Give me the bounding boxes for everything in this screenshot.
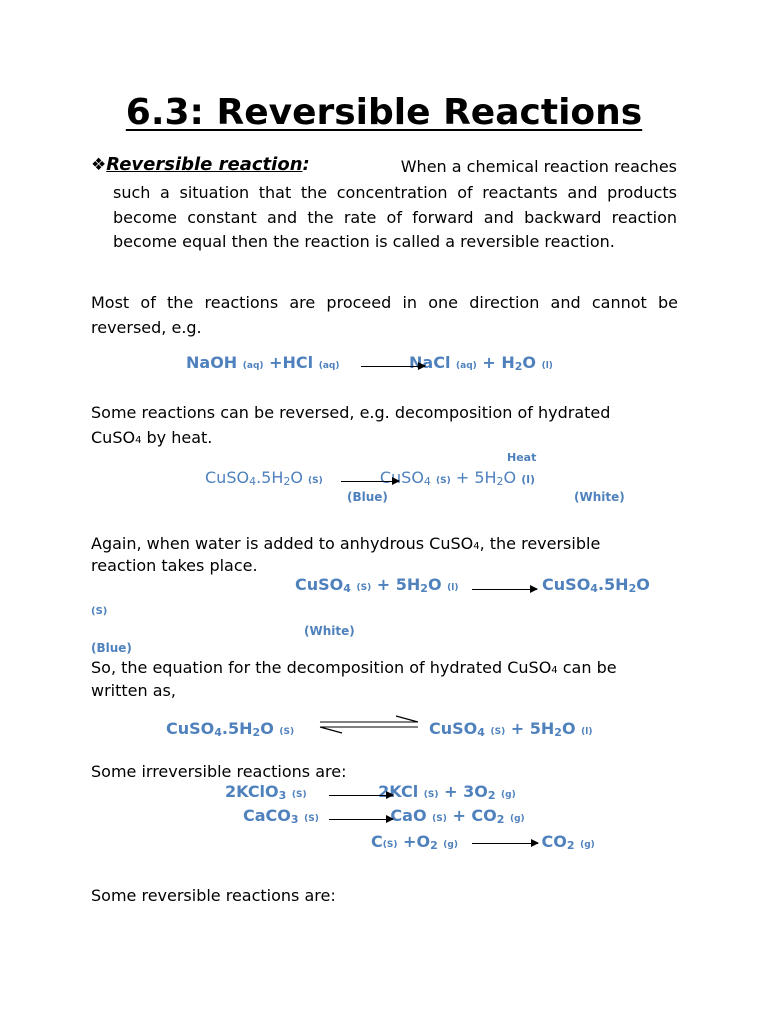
irreversible-intro-paragraph: Most of the reactions are proceed in one direction and cannot be reversed, e.g. [91, 293, 678, 337]
reaction-arrow [472, 843, 538, 844]
state-label-solid: (S) [91, 606, 108, 617]
equation-cuso4-hydration: CuSO4 (S) + 5H2O (l) CuSO4.5H2O [295, 575, 650, 595]
definition-term: Reversible reaction [106, 154, 303, 175]
color-label-white: (White) [304, 624, 355, 638]
page-title: 6.3: Reversible Reactions [125, 92, 643, 133]
irreversible-list-heading: Some irreversible reactions are: [91, 762, 347, 781]
equation-caco3: CaCO3 (S) CaO (S) + CO2 (g) [243, 806, 525, 826]
reaction-arrow [472, 589, 537, 590]
color-label-white: (White) [574, 490, 625, 504]
color-label-blue: (Blue) [91, 641, 132, 655]
definition-line1 [91, 154, 677, 180]
color-label-blue: (Blue) [347, 490, 388, 504]
equation-cuso4-equilibrium-right: CuSO4 (S) + 5H2O (l) [429, 719, 593, 739]
reaction-arrow [361, 366, 425, 367]
so-line1: So, the equation for the decomposition of hydrated CuSO4 can be [91, 658, 617, 677]
equation-kclo3: 2KClO3 (S) 2KCl (S) + 3O2 (g) [225, 782, 516, 802]
again-line2: reaction takes place. [91, 556, 258, 575]
equation-naoh-hcl: NaOH (aq) +HCl (aq) NaCl (aq) + H2O (l) [186, 353, 553, 373]
reaction-arrow [329, 819, 393, 820]
reaction-arrow [329, 795, 393, 796]
equilibrium-arrows-icon [316, 713, 422, 735]
equation-carbon-oxygen: C(S) +O2 (g) CO2 (g) [371, 832, 595, 852]
so-line2: written as, [91, 681, 176, 700]
reversible-intro-line2: CuSO4 by heat. [91, 428, 213, 447]
definition-text: such a situation that the concentration of reactants and products become constant and the rate of forward and backward reaction become equal then the reaction is called a reversible reaction. [113, 183, 677, 251]
reversible-intro-line1: Some reactions can be reversed, e.g. decomposition of hydrated [91, 403, 611, 422]
definition-text-line1: When a chemical reaction reaches [400, 157, 677, 176]
equation-cuso4-decomposition: CuSO4.5H2O (S) CuSO4 (S) + 5H2O (l) [205, 468, 536, 488]
heat-label: Heat [507, 451, 537, 464]
definition-colon: : [302, 154, 310, 175]
diamond-bullet-icon: ❖ [91, 155, 107, 175]
equation-cuso4-equilibrium-left: CuSO4.5H2O (S) [166, 719, 295, 739]
reaction-arrow [341, 481, 399, 482]
again-line1: Again, when water is added to anhydrous CuSO4, the reversible [91, 534, 601, 553]
reversible-list-heading: Some reversible reactions are: [91, 886, 336, 905]
